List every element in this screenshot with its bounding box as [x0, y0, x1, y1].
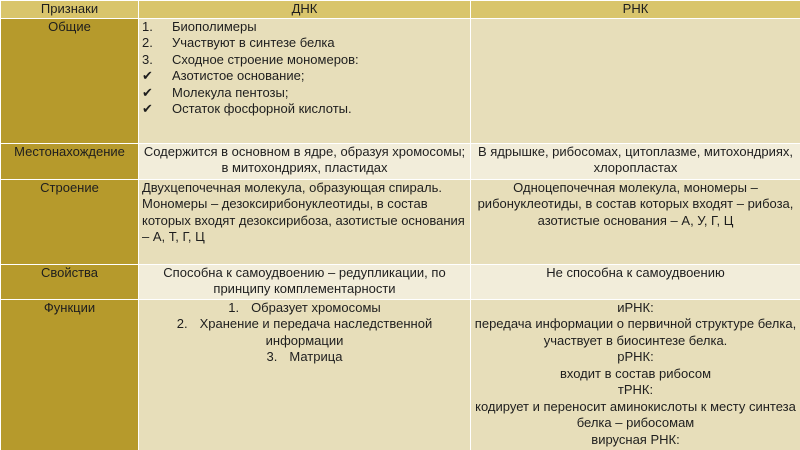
- general-list: [142, 19, 467, 118]
- list-number: 2.: [176, 316, 188, 331]
- row-general: [1, 18, 800, 143]
- list-item-text: Сходное строение мономеров:: [172, 51, 359, 67]
- list-number: 3.: [142, 51, 153, 67]
- general-list-item: [142, 35, 467, 52]
- functions-rna-line: входит в состав рибосом: [559, 365, 712, 381]
- location-rna: В ядрышке, рибосомах, цитоплазме, митохондриях, хлоропластах: [471, 143, 800, 179]
- general-list-item: [142, 19, 467, 36]
- header-dna: ДНК: [139, 1, 471, 19]
- list-item-text: Матрица: [289, 349, 343, 364]
- list-item-text: Молекула пентозы;: [172, 84, 289, 100]
- location-dna: Содержится в основном в ядре, образуя хромосомы; в митохондриях, пластидах: [139, 143, 471, 179]
- functions-dna-list: [142, 300, 467, 366]
- row-label-structure: Строение: [1, 179, 139, 264]
- row-functions: [1, 299, 800, 450]
- row-label-general: Общие: [1, 18, 139, 143]
- general-list-item: [142, 101, 467, 118]
- functions-rna: [471, 299, 800, 450]
- row-structure: [1, 179, 800, 264]
- list-number: 1.: [142, 18, 153, 34]
- list-item-text: Азотистое основание;: [172, 68, 305, 83]
- functions-rna-line: иРНК:: [617, 299, 654, 315]
- row-properties: [1, 264, 800, 299]
- structure-rna: Одноцепочечная молекула, мономеры – рибонуклеотиды, в состав которых входят – рибоза, азотистые основания – А, У, Г, Ц: [471, 179, 800, 264]
- functions-rna-line: рРНК:: [617, 349, 654, 364]
- checkmark-icon: ✔: [142, 84, 153, 100]
- functions-rna-line: вирусная РНК:: [591, 431, 680, 447]
- functions-dna-item: [142, 349, 467, 366]
- functions-rna-line: передача информации о первичной структуре белка, участвует в биосинтезе белка.: [474, 316, 797, 348]
- general-list-item: [142, 52, 467, 69]
- row-label-properties: Свойства: [1, 264, 139, 299]
- functions-rna-line: кодирует и переносит аминокислоты к месту синтеза белка – рибосомам: [475, 398, 796, 430]
- checkmark-icon: ✔: [142, 68, 153, 83]
- list-number: 2.: [142, 35, 153, 50]
- properties-dna: Способна к самоудвоению – редупликации, по принципу комплементарности: [139, 264, 471, 299]
- list-item-text: Образует хромосомы: [251, 299, 381, 315]
- list-item-text: Биополимеры: [172, 18, 257, 34]
- general-list-item: [142, 68, 467, 85]
- structure-dna: Двухцепочечная молекула, образующая спираль. Мономеры – дезоксирибонуклеотиды, в состав которых входят дезоксирибоза, азотистые основания – А, Т, Г, Ц: [139, 179, 471, 264]
- general-rna-cell: [471, 18, 800, 143]
- header-row: [1, 1, 800, 19]
- row-label-functions: Функции: [1, 299, 139, 450]
- list-number: 1.: [228, 299, 240, 315]
- general-content: [139, 18, 471, 143]
- general-list-item: [142, 85, 467, 102]
- header-rna: РНК: [471, 1, 800, 19]
- functions-dna: [139, 299, 471, 450]
- functions-rna-line: тРНК:: [617, 382, 654, 397]
- list-item-text: Остаток фосфорной кислоты.: [172, 101, 352, 116]
- list-item-text: Участвуют в синтезе белка: [172, 35, 335, 50]
- functions-dna-item: [142, 300, 467, 317]
- checkmark-icon: ✔: [142, 101, 153, 116]
- functions-dna-item: [142, 316, 467, 349]
- properties-rna: Не способна к самоудвоению: [471, 264, 800, 299]
- functions-rna-lines: [474, 300, 797, 449]
- list-item-text: Хранение и передача наследственной информации: [199, 316, 433, 348]
- header-features: Признаки: [1, 1, 139, 19]
- list-number: 3.: [266, 349, 278, 364]
- row-label-location: Местонахождение: [1, 143, 139, 179]
- row-location: [1, 143, 800, 179]
